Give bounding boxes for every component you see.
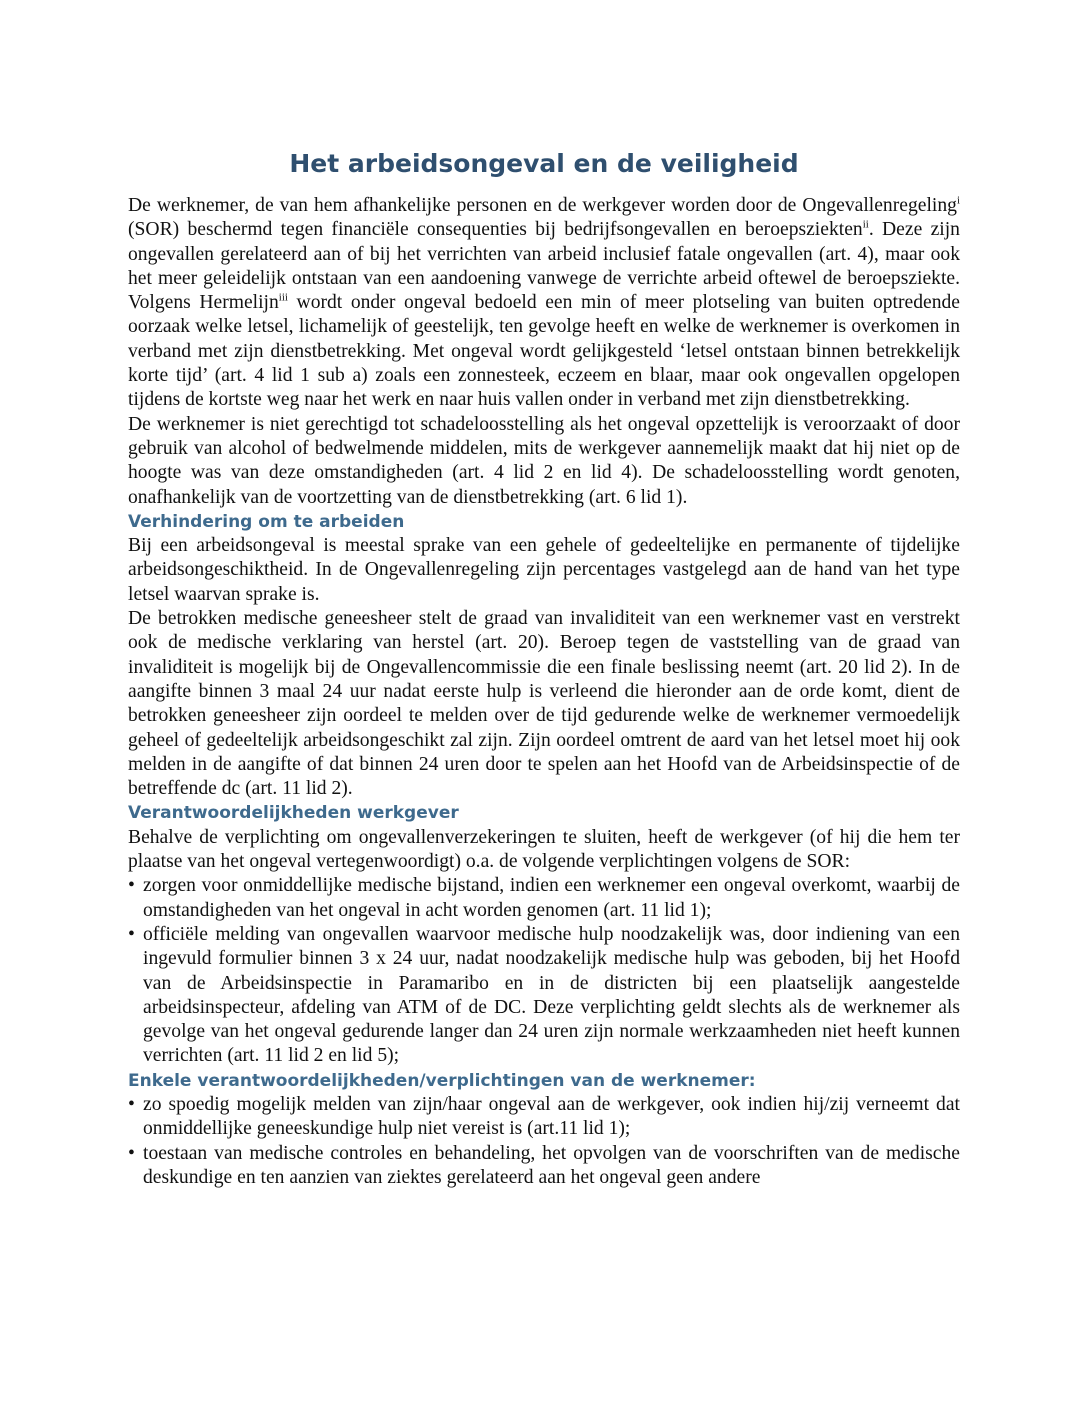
list-item-text: zo spoedig mogelijk melden van zijn/haar ongeval aan de werkgever, ook indien hij/zij verneemt dat onmiddellijke geneeskundige hulp niet vereist is (art.11 lid 1); [143,1093,960,1140]
list-item [128,1142,960,1191]
bullet-icon: • [128,875,135,897]
list-item [128,1093,960,1142]
footnote-ref-2[interactable]: ii [862,218,869,231]
section-heading-verhindering: Verhindering om te arbeiden [128,511,405,532]
section-heading-werknemer: Enkele verantwoordelijkheden/verplichtingen van de werknemer: [128,1070,756,1091]
section-heading-werkgever: Verantwoordelijkheden werkgever [128,803,459,824]
list-item [128,923,960,1069]
werkgever-paragraph: Behalve de verplichting om ongevallenverzekeringen te sluiten, heeft de werkgever (of hij die hem ter plaatse van het ongeval vertegenwoordigt) o.a. de volgende verplichtingen volgens de SOR: [128,826,960,873]
bullet-icon: • [128,1093,135,1115]
intro-text-3: . Deze zijn ongevallen gerelateerd aan of bij het verrichten van arbeid inclusief fatale ongevallen (art. 4), maar ook het meer geleidelijk ontstaan van een aandoening vanwege de verrichte arbeid oftewel de beroepsziekte. Volgens Hermelijn [128,219,960,314]
werkgever-bullet-list [128,874,960,1068]
bullet-icon: • [128,1142,135,1164]
list-item-text: toestaan van medische controles en behandeling, het opvolgen van de voorschriften van de medische deskundige en ten aanzien van ziektes gerelateerd aan het ongeval geen andere [143,1142,960,1188]
liability-paragraph: De werknemer is niet gerechtigd tot schadeloosstelling als het ongeval opzettelijk is veroorzaakt of door gebruik van alcohol of bedwelmende middelen, mits de werkgever aannemelijk maakt dat hij niet op de hoogte was van deze omstandigheden (art. 4 lid 2 en lid 4). De schadeloosstelling wordt genoten, onafhankelijk van de voortzetting van de dienstbetrekking (art. 6 lid 1). [128,413,960,508]
bullet-icon: • [128,923,135,945]
footnote-ref-1[interactable]: i [956,194,960,207]
page-title: Het arbeidsongeval en de veiligheid [289,149,799,178]
verhindering-paragraph-1: Bij een arbeidsongeval is meestal sprake van een gehele of gedeeltelijke en permanente of tijdelijke arbeidsongeschiktheid. In de Ongevallenregeling zijn percentages vastgelegd aan de hand van het type letsel waarvan sprake is. [128,535,960,605]
werknemer-bullet-list [128,1093,960,1190]
footnote-ref-3[interactable]: iii [278,291,288,304]
document-page [128,146,960,1190]
list-item-text: zorgen voor onmiddellijke medische bijstand, indien een werknemer een ongeval overkomt, waarbij de omstandigheden van het ongeval in acht worden genomen (art. 11 lid 1); [143,875,960,921]
intro-text-2: (SOR) beschermd tegen financiële consequenties bij bedrijfsongevallen en beroepsziekten [128,219,863,241]
list-item-text: officiële melding van ongevallen waarvoor medische hulp noodzakelijk was, door indiening van een ingevuld formulier binnen 3 x 24 uur, nadat noodzakelijk medische hulp was geboden, bij het Hoofd van de Arbeidsinspectie in Paramaribo en in de districten bij een plaatselijk aangestelde arbeidsinspecteur, afdeling van ATM of de DC. Deze verplichting geldt slechts als de werknemer als gevolge van het ongeval gedurende langer dan 24 uren zijn normale werkzaamheden niet heeft kunnen verrichten (art. 11 lid 2 en lid 5); [143,923,960,1067]
intro-text-4: wordt onder ongeval bedoeld een min of meer plotseling van buiten optredende oorzaak welke letsel, lichamelijk of geestelijk, ten gevolge heeft en welke de werknemer is overkomen in verband met zijn dienstbetrekking. Met ongeval wordt gelijkgesteld ‘letsel ontstaan binnen betrekkelijk korte tijd’ (art. 4 lid 1 sub a) zoals een zonnesteek, eczeem en blaar, maar ook ongevallen opgelopen tijdens de kortste weg naar het werk en naar huis vallen onder in verband met zijn dienstbetrekking. [128,292,960,411]
verhindering-paragraph-2: De betrokken medische geneesheer stelt de graad van invaliditeit van een werknemer vast en verstrekt ook de medische verklaring van herstel (art. 20). Beroep tegen de vaststelling van de graad van invaliditeit is mogelijk bij de Ongevallencommissie die een finale beslissing neemt (art. 20 lid 2). In de aangifte binnen 3 maal 24 uur nadat eerste hulp is verleend die hieronder aan de orde komt, dient de betrokken geneesheer zijn oordeel te melden over de tijd gedurende welke de werknemer vermoedelijk geheel of gedeeltelijk arbeidsongeschikt zal zijn. Zijn oordeel omtrent de aard van het letsel moet hij ook melden in de aangifte of dat binnen 24 uren door te spelen aan het Hoofd van de Arbeidsinspectie of de betreffende dc (art. 11 lid 2). [128,608,960,800]
intro-paragraph [128,194,960,413]
list-item [128,874,960,923]
intro-text-1: De werknemer, de van hem afhankelijke personen en de werkgever worden door de Ongevallenregeling [128,195,957,216]
